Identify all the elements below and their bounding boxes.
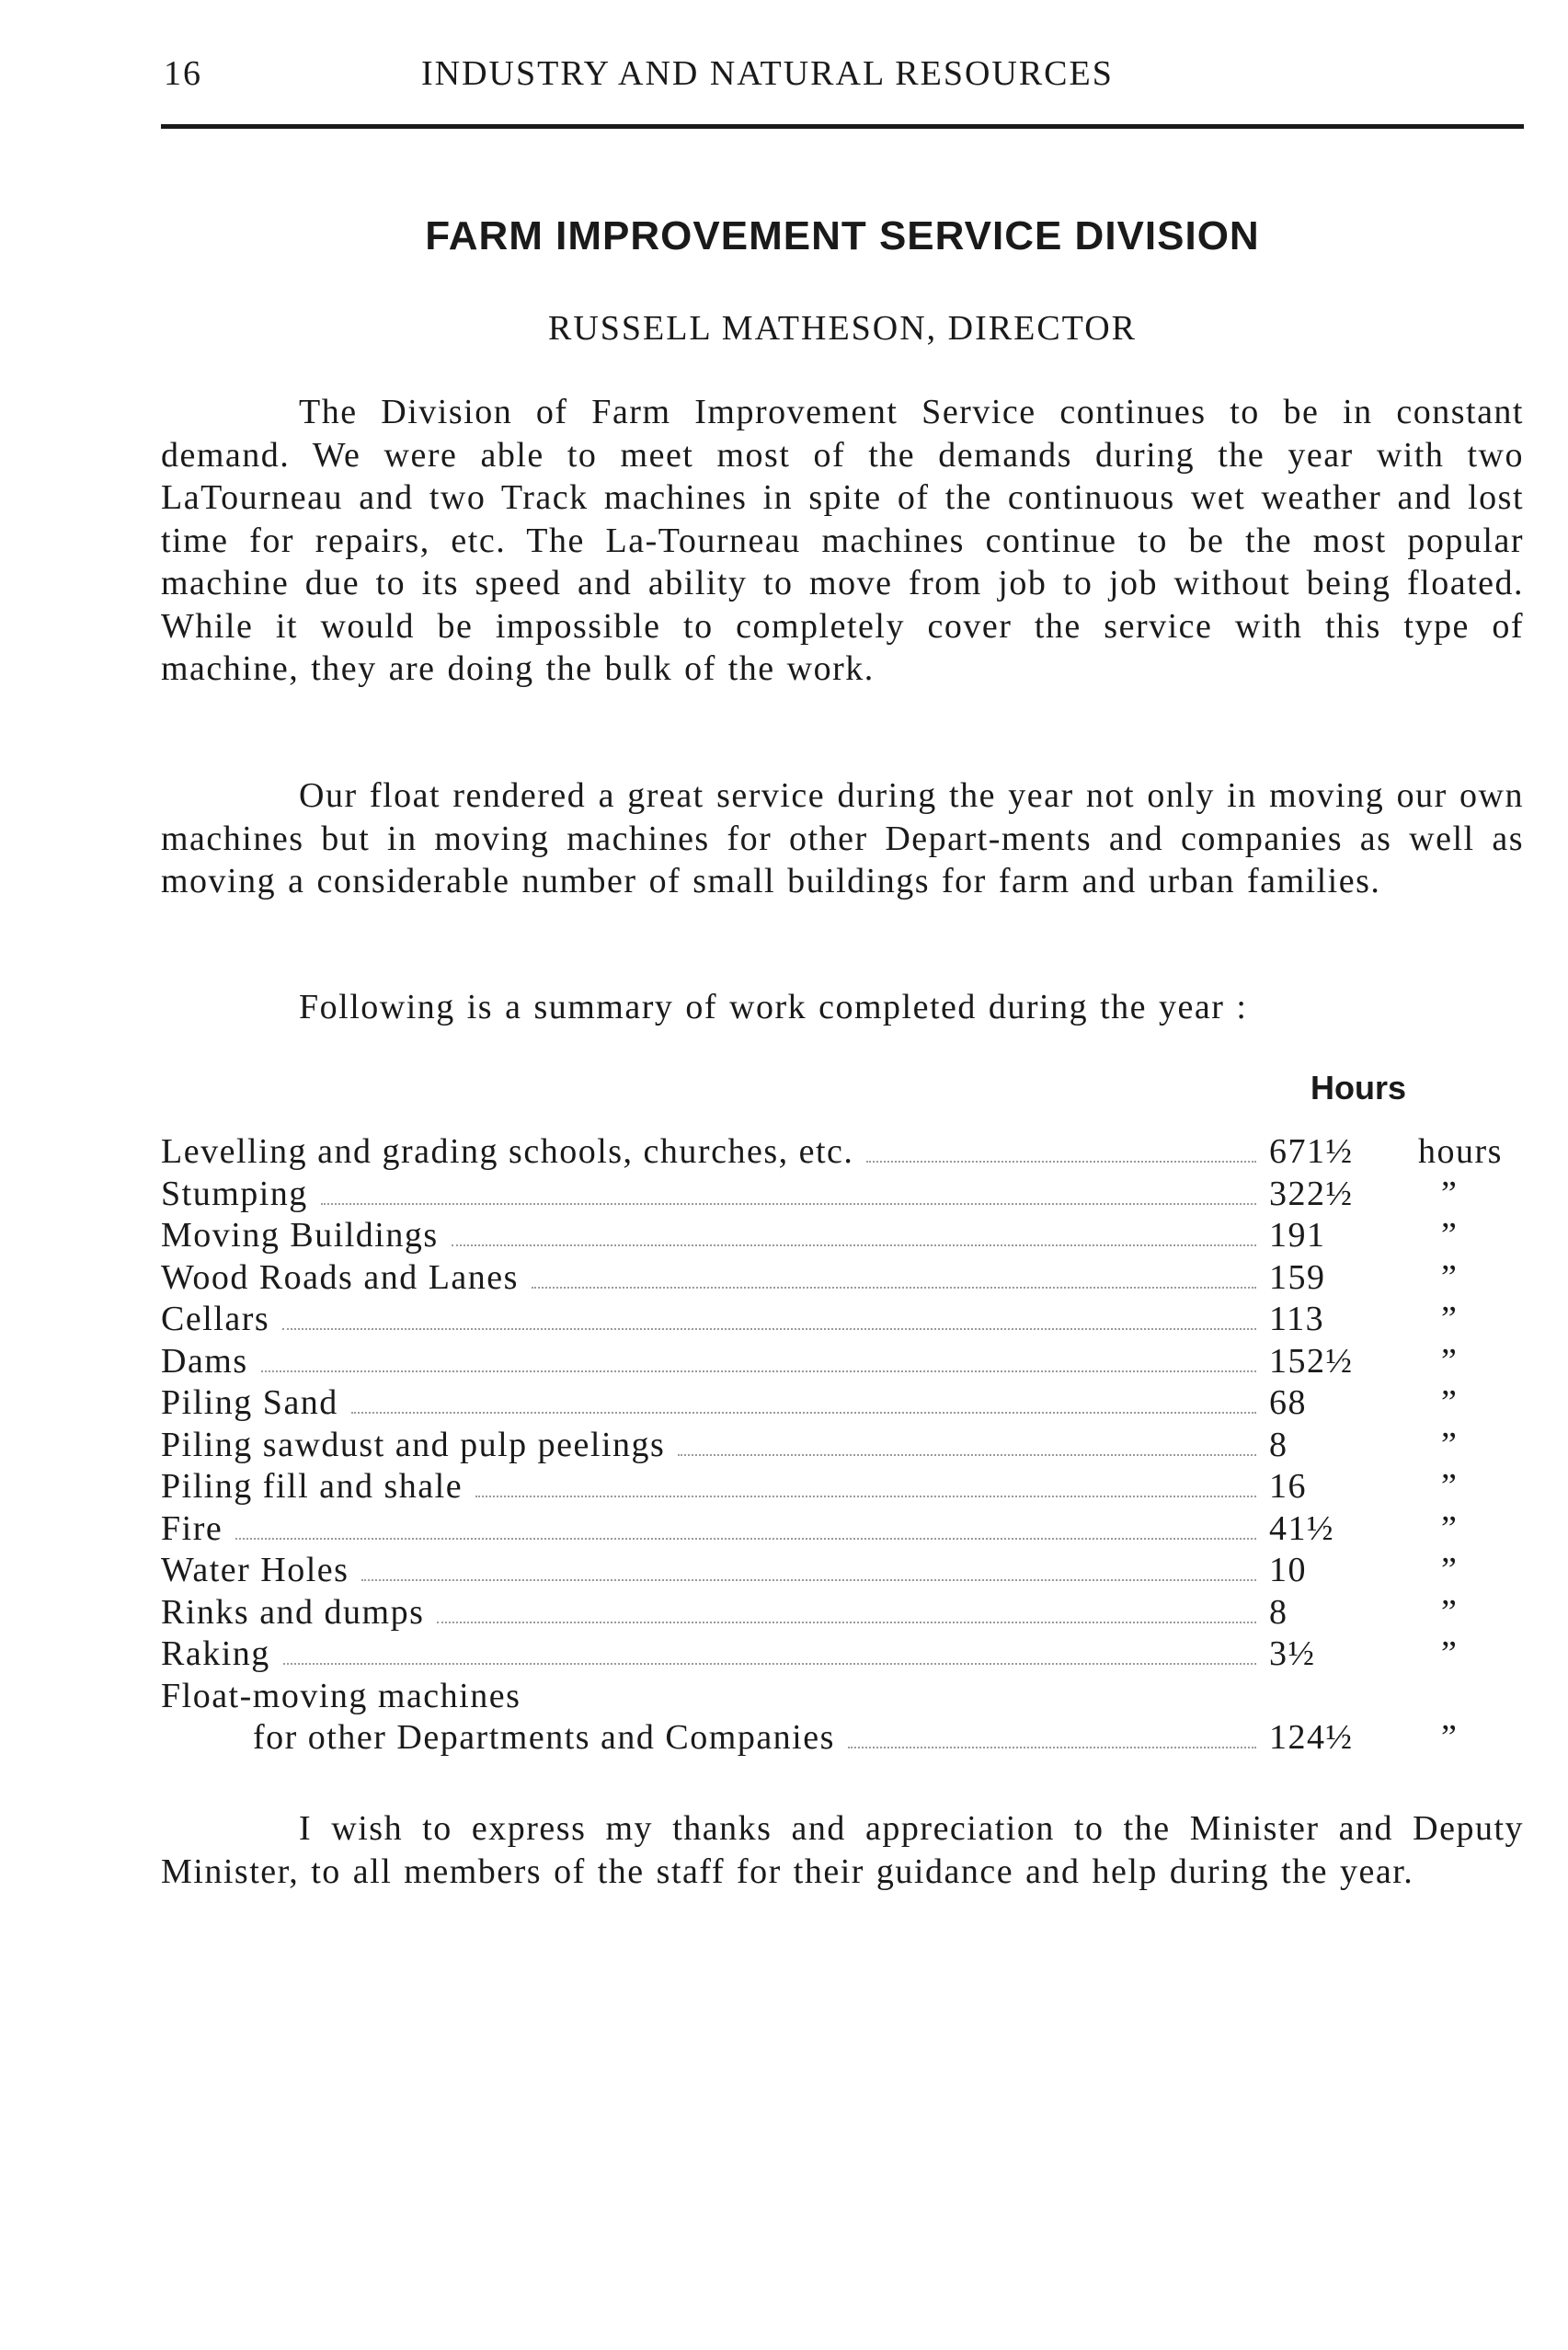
row-hours: 113	[1269, 1300, 1325, 1338]
dot-leader	[261, 1370, 1256, 1372]
row-hours: 10	[1269, 1551, 1307, 1589]
row-unit: ”	[1441, 1551, 1459, 1589]
running-title: INDUSTRY AND NATURAL RESOURCES	[421, 54, 1114, 93]
row-label: Piling fill and shale	[161, 1467, 464, 1506]
row-unit: ”	[1441, 1467, 1459, 1506]
dot-leader	[321, 1203, 1256, 1205]
dot-leader	[475, 1496, 1256, 1497]
table-row	[161, 1676, 1524, 1718]
section-title: FARM IMPROVEMENT SERVICE DIVISION	[425, 213, 1260, 258]
row-unit: ”	[1441, 1216, 1459, 1255]
dot-leader	[351, 1412, 1256, 1414]
header-rule	[161, 124, 1524, 129]
dot-leader	[452, 1244, 1256, 1246]
row-unit: ”	[1441, 1174, 1459, 1213]
dot-leader	[282, 1328, 1256, 1330]
row-unit: ”	[1441, 1718, 1459, 1757]
row-hours: 191	[1269, 1216, 1326, 1255]
hours-column-heading: Hours	[1310, 1069, 1407, 1106]
row-label: Wood Roads and Lanes	[161, 1257, 519, 1297]
row-hours: 159	[1269, 1257, 1326, 1297]
row-hours: 152½	[1269, 1341, 1354, 1381]
row-unit: ”	[1441, 1425, 1459, 1464]
dot-leader	[848, 1747, 1256, 1748]
table-row	[161, 1508, 1524, 1551]
paragraph-intro: The Division of Farm Improvement Service continues to be in constant demand. We were able to meet most of the demands during the year with two LaTourneau and two Track machines in spite of the continuous wet weather and lost time for repairs, etc. The La-Tourneau machines continue to be the most popular machine due to its speed and ability to move from job to job without being floated. While it would be impossible to completely cover the service with this type of machine, they are doing the bulk of the work.	[161, 393, 1524, 688]
table-row	[161, 1174, 1524, 1216]
row-unit: ”	[1441, 1634, 1459, 1673]
row-label: Water Holes	[161, 1551, 349, 1589]
row-hours: 671½	[1269, 1132, 1354, 1171]
dot-leader	[437, 1622, 1256, 1623]
row-hours: 124½	[1269, 1718, 1354, 1757]
dot-leader	[866, 1161, 1256, 1163]
row-hours: 68	[1269, 1383, 1307, 1422]
row-unit: ”	[1441, 1592, 1459, 1632]
paragraph-thanks: I wish to express my thanks and appreciation to the Minister and Deputy Minister, to all members of the staff for their guidance and help during the year.	[161, 1809, 1524, 1891]
table-row	[161, 1550, 1524, 1592]
page-number: 16	[164, 54, 202, 93]
row-hours: 41½	[1269, 1508, 1334, 1548]
row-label: Piling Sand	[161, 1383, 338, 1422]
dot-leader	[361, 1579, 1256, 1581]
paragraph-float: Our float rendered a great service during the year not only in moving our own machines but in moving machines for other Depart-ments and companies as well as moving a considerable number of small buildings for farm and urban families.	[161, 776, 1524, 900]
row-hours: 16	[1269, 1467, 1307, 1506]
row-unit: ”	[1441, 1508, 1459, 1548]
dot-leader	[235, 1538, 1256, 1540]
row-unit: ”	[1441, 1300, 1459, 1338]
table-row	[161, 1592, 1524, 1634]
row-label: Rinks and dumps	[161, 1592, 425, 1632]
row-hours: 3½	[1269, 1634, 1316, 1673]
row-hours: 8	[1269, 1425, 1288, 1464]
row-unit: hours	[1418, 1132, 1503, 1171]
running-header	[164, 53, 1525, 109]
row-unit: ”	[1441, 1257, 1459, 1297]
row-label: Cellars	[161, 1300, 270, 1338]
row-label: Raking	[161, 1634, 270, 1673]
row-label: Dams	[161, 1341, 248, 1381]
row-unit: ”	[1441, 1341, 1459, 1381]
table-row	[161, 1382, 1524, 1425]
table-row	[161, 1215, 1524, 1257]
row-label: Float-moving machines	[161, 1676, 521, 1715]
row-label: Stumping	[161, 1174, 308, 1213]
row-hours: 322½	[1269, 1174, 1354, 1213]
row-unit: ”	[1441, 1383, 1459, 1422]
dot-leader	[532, 1287, 1256, 1289]
table-row	[161, 1634, 1524, 1676]
row-label: for other Departments and Companies	[253, 1718, 835, 1757]
row-hours: 8	[1269, 1592, 1288, 1632]
director-line: RUSSELL MATHESON, DIRECTOR	[548, 309, 1137, 348]
dot-leader	[283, 1663, 1256, 1665]
table-row	[161, 1341, 1524, 1383]
table-row	[161, 1299, 1524, 1341]
table-row	[161, 1466, 1524, 1508]
row-label: Levelling and grading schools, churches, etc.	[161, 1132, 854, 1171]
table-row	[161, 1717, 1524, 1760]
work-summary-table	[161, 1131, 1524, 1760]
table-row	[161, 1131, 1524, 1174]
table-row	[161, 1257, 1524, 1300]
paragraph-summary-lead: Following is a summary of work completed during the year :	[299, 988, 1248, 1026]
table-row	[161, 1425, 1524, 1467]
row-label: Moving Buildings	[161, 1216, 439, 1255]
row-label: Piling sawdust and pulp peelings	[161, 1425, 666, 1464]
dot-leader	[678, 1454, 1256, 1456]
row-label: Fire	[161, 1508, 223, 1548]
